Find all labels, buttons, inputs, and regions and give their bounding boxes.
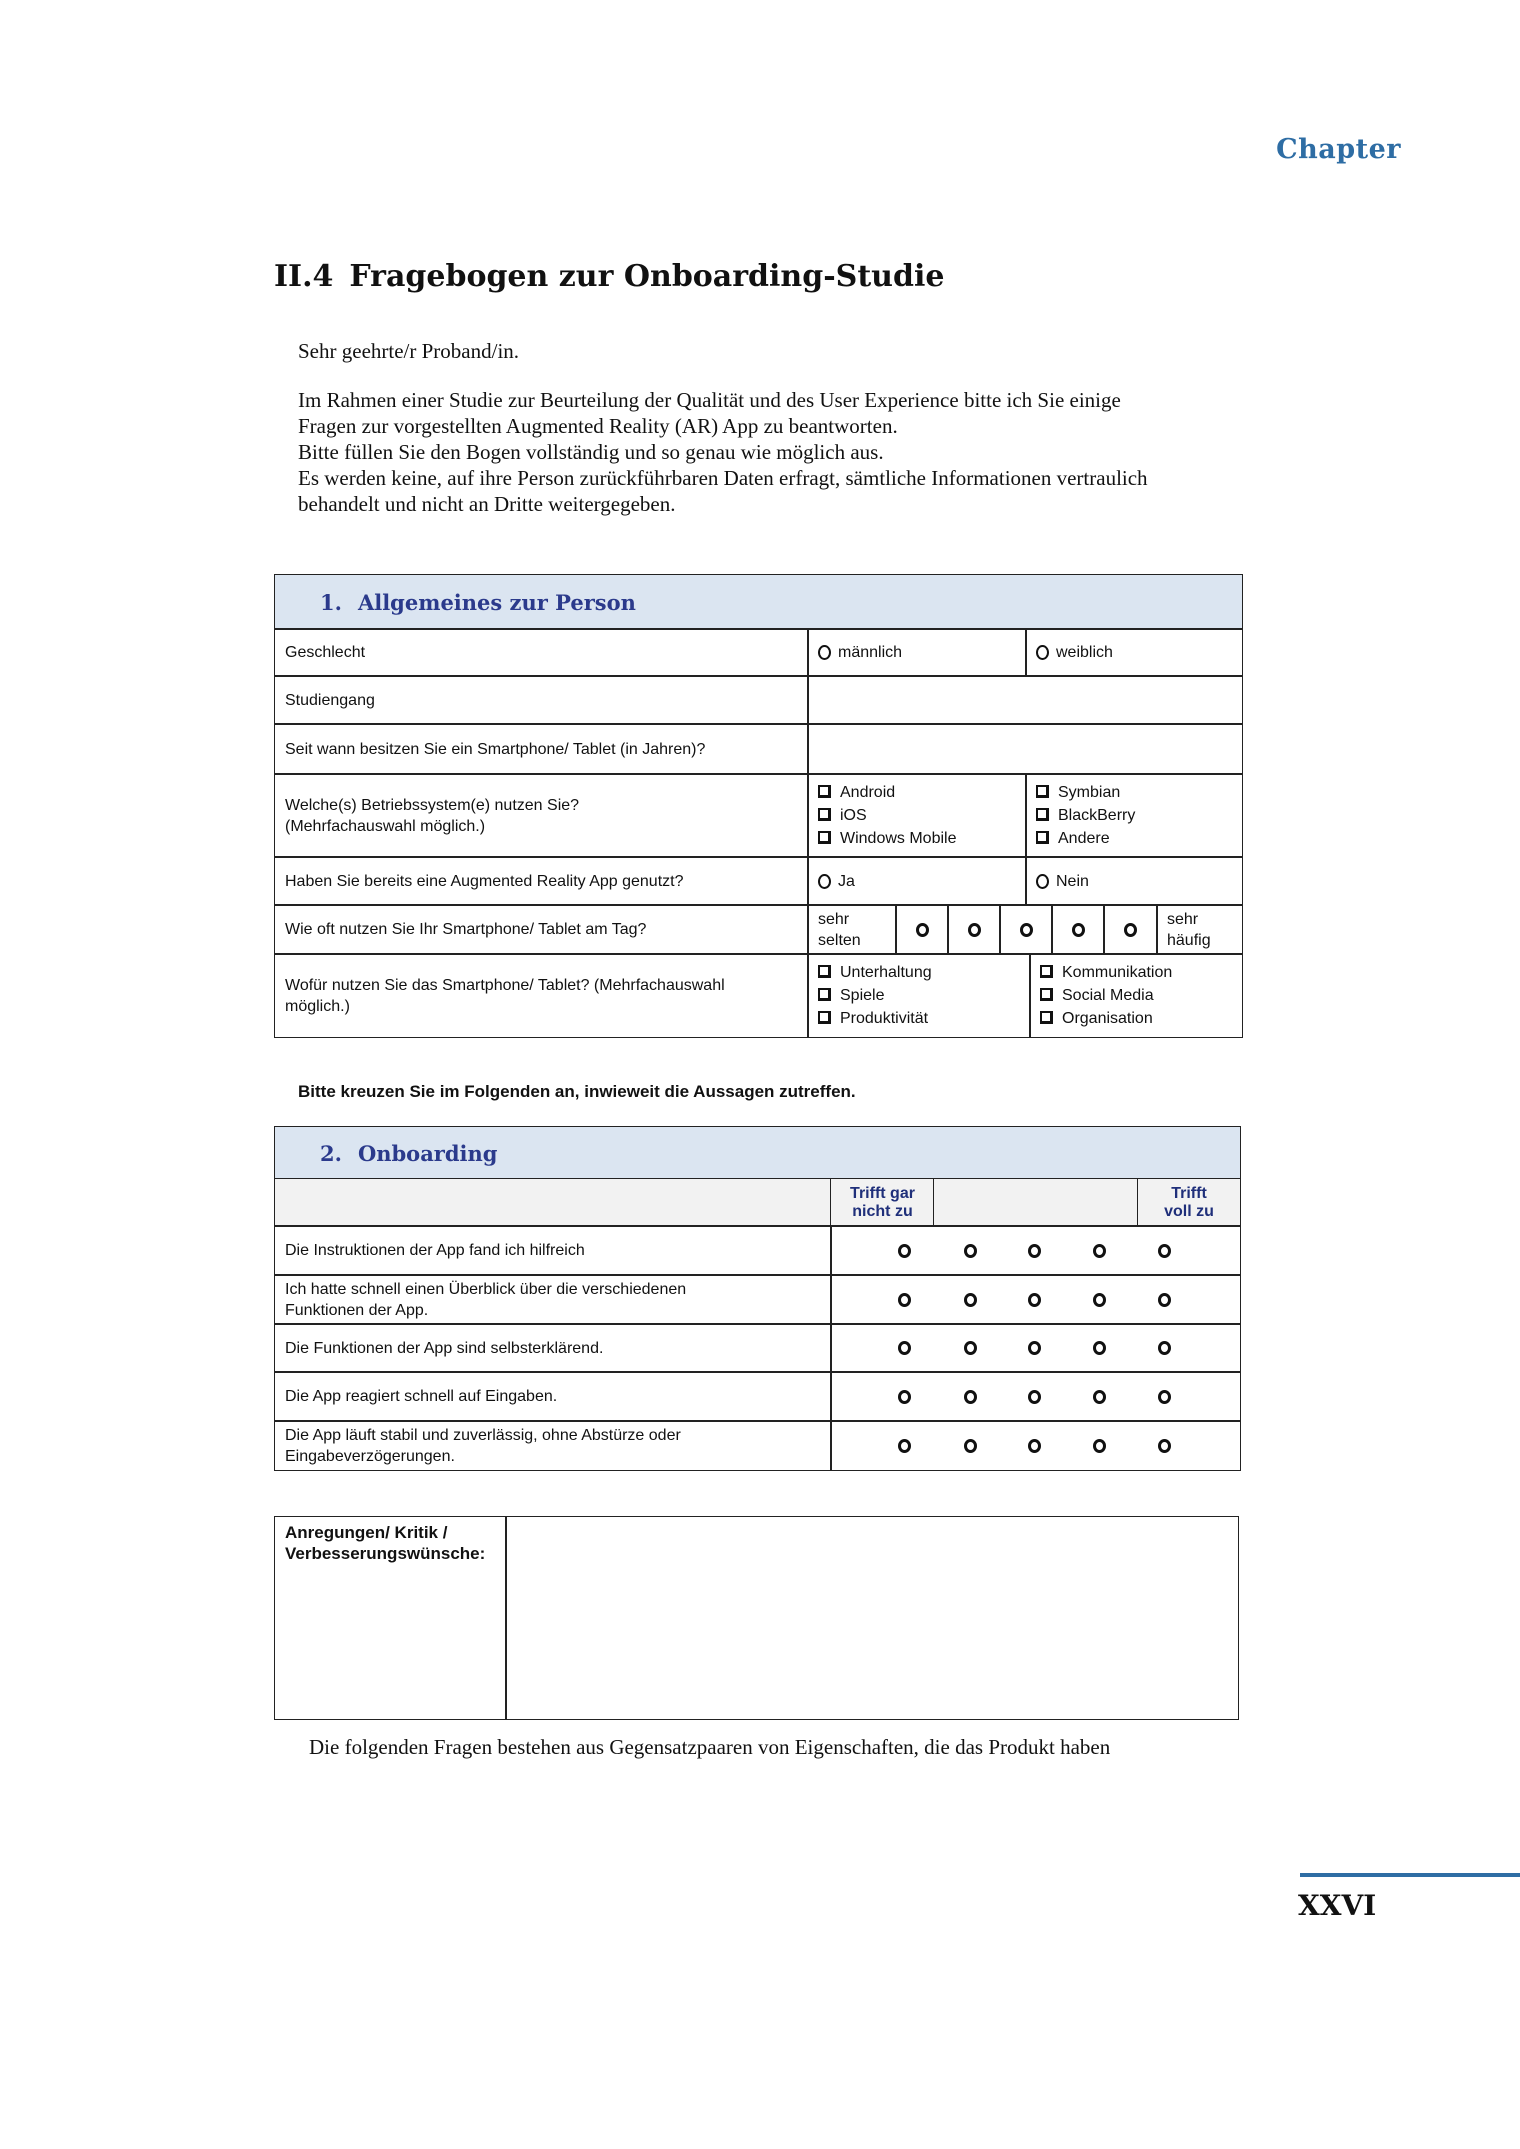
radio-icon[interactable] (1036, 874, 1049, 889)
rating-instruction: Bitte kreuzen Sie im Folgenden an, inwieweit die Aussagen zutreffen. (298, 1082, 856, 1101)
statement-text: Die Instruktionen der App fand ich hilfreich (285, 1242, 585, 1259)
scale-middle-header (933, 1178, 1139, 1227)
chapter-header: Chapter (1276, 134, 1401, 165)
checkbox-icon[interactable] (1036, 808, 1049, 821)
checkbox-icon[interactable] (1040, 1011, 1053, 1024)
ar-label: Haben Sie bereits eine Augmented Reality App genutzt? (274, 856, 809, 906)
option-label: Produktivität (840, 1010, 929, 1027)
section-number: 1. (320, 589, 342, 615)
usage-options-right (1029, 953, 1243, 1038)
rating-radio-1[interactable] (898, 1439, 911, 1453)
radio-icon[interactable] (1072, 923, 1085, 937)
scale-label: sehr häufig (1167, 910, 1211, 949)
rating-radio-5[interactable] (1158, 1341, 1171, 1355)
checkbox-icon[interactable] (818, 785, 831, 798)
rating-radio-4[interactable] (1093, 1390, 1106, 1404)
freq-option-3[interactable] (999, 904, 1053, 955)
checkbox-icon[interactable] (1036, 785, 1049, 798)
radio-icon[interactable] (916, 923, 929, 937)
os-option-symbian[interactable] (1036, 782, 1120, 803)
usage-option-productivity[interactable] (818, 1008, 928, 1029)
section-number: II.4 (274, 259, 334, 294)
scale-label: sehr selten (818, 910, 861, 949)
freq-option-1[interactable] (895, 904, 949, 955)
option-label: BlackBerry (1058, 807, 1136, 824)
usage-option-communication[interactable] (1040, 962, 1172, 983)
rating-radio-1[interactable] (898, 1341, 911, 1355)
rating-radio-2[interactable] (964, 1390, 977, 1404)
option-label: männlich (838, 644, 903, 661)
option-label: Nein (1056, 872, 1089, 890)
rating-radio-2[interactable] (964, 1439, 977, 1453)
option-label: Social Media (1062, 987, 1154, 1004)
statement-label (274, 1274, 832, 1325)
rating-radio-5[interactable] (1158, 1439, 1171, 1453)
since-input[interactable] (807, 723, 1243, 775)
study-label: Studiengang (274, 675, 809, 725)
intro-line: Es werden keine, auf ihre Person zurückführbaren Daten erfragt, sämtliche Informationen vertraulich (298, 466, 1148, 490)
checkbox-icon[interactable] (818, 1011, 831, 1024)
statement-label (274, 1420, 832, 1471)
intro-paragraph (298, 387, 1148, 517)
option-label: Unterhaltung (840, 964, 932, 981)
rating-radio-5[interactable] (1158, 1244, 1171, 1258)
page-number: XXVI (1298, 1889, 1377, 1922)
checkbox-icon[interactable] (818, 831, 831, 844)
rating-radio-4[interactable] (1093, 1244, 1106, 1258)
os-option-android[interactable] (818, 782, 895, 803)
option-label: Andere (1058, 830, 1110, 847)
usage-label-text: Wofür nutzen Sie das Smartphone/ Tablet? (Mehrfachauswahl möglich.) (285, 976, 725, 1015)
intro-line: Bitte füllen Sie den Bogen vollständig und so genau wie möglich aus. (298, 440, 884, 464)
statement-label (274, 1371, 832, 1422)
gender-male-option[interactable] (807, 628, 1027, 677)
option-label: iOS (840, 807, 867, 824)
rating-radio-3[interactable] (1028, 1293, 1041, 1307)
statement-label (274, 1225, 832, 1276)
usage-option-entertainment[interactable] (818, 962, 932, 983)
statement-label (274, 1323, 832, 1373)
feedback-label (274, 1516, 507, 1720)
os-option-ios[interactable] (818, 805, 867, 826)
os-option-windows-mobile[interactable] (818, 828, 956, 849)
os-option-other[interactable] (1036, 828, 1110, 849)
option-label: Kommunikation (1062, 964, 1173, 981)
os-label-line: Welche(s) Betriebssystem(e) nutzen Sie? (285, 796, 580, 814)
os-option-blackberry[interactable] (1036, 805, 1135, 826)
option-label: Organisation (1062, 1010, 1153, 1027)
checkbox-icon[interactable] (1036, 831, 1049, 844)
feedback-label-text: Anregungen/ Kritik / Verbesserungswünsche: (285, 1523, 486, 1563)
rating-radio-5[interactable] (1158, 1390, 1171, 1404)
statement-text: Die App reagiert schnell auf Eingaben. (285, 1388, 558, 1405)
usage-option-games[interactable] (818, 985, 884, 1006)
rating-radio-3[interactable] (1028, 1439, 1041, 1453)
section-header-person (274, 574, 1243, 630)
section-title-text: Fragebogen zur Onboarding-Studie (349, 259, 945, 294)
checkbox-icon[interactable] (818, 988, 831, 1001)
section-title: Onboarding (357, 1140, 498, 1166)
usage-label (274, 953, 809, 1038)
section-header-onboarding (274, 1126, 1241, 1180)
checkbox-icon[interactable] (1040, 988, 1053, 1001)
gender-label: Geschlecht (274, 628, 809, 677)
rating-radio-1[interactable] (898, 1293, 911, 1307)
intro-line: Fragen zur vorgestellten Augmented Reality (AR) App zu beantworten. (298, 414, 898, 438)
scale-label: Trifft gar nicht zu (850, 1184, 915, 1220)
option-label: Symbian (1058, 784, 1121, 801)
freq-low-label (807, 904, 897, 955)
radio-icon[interactable] (1020, 923, 1033, 937)
rating-radio-2[interactable] (964, 1293, 977, 1307)
section-title: Allgemeines zur Person (357, 589, 636, 615)
rating-radio-2[interactable] (964, 1341, 977, 1355)
feedback-input[interactable] (505, 1516, 1239, 1720)
scale-high-header (1137, 1178, 1241, 1227)
rating-radio-1[interactable] (898, 1390, 911, 1404)
rating-radio-5[interactable] (1158, 1293, 1171, 1307)
option-label: Spiele (840, 987, 885, 1004)
freq-option-5[interactable] (1103, 904, 1158, 955)
scale-label: Trifft voll zu (1164, 1184, 1214, 1220)
intro-line: behandelt und nicht an Dritte weitergegeben. (298, 492, 676, 516)
checkbox-icon[interactable] (818, 808, 831, 821)
option-label: Windows Mobile (840, 830, 957, 847)
radio-icon[interactable] (818, 874, 831, 889)
option-label: Ja (838, 872, 855, 890)
intro-line: Im Rahmen einer Studie zur Beurteilung der Qualität und des User Experience bitte ich Sie einige (298, 388, 1121, 412)
rating-radio-4[interactable] (1093, 1439, 1106, 1453)
rating-radio-4[interactable] (1093, 1341, 1106, 1355)
usage-option-social-media[interactable] (1040, 985, 1154, 1006)
scale-low-header (830, 1178, 935, 1227)
os-options-right (1025, 773, 1243, 858)
rating-radio-3[interactable] (1028, 1244, 1041, 1258)
radio-icon[interactable] (818, 645, 831, 660)
study-input[interactable] (807, 675, 1243, 725)
radio-icon[interactable] (1124, 923, 1137, 937)
section-title (274, 259, 944, 294)
usage-option-organisation[interactable] (1040, 1008, 1153, 1029)
option-label: Android (840, 784, 896, 801)
os-label-line: (Mehrfachauswahl möglich.) (285, 817, 486, 835)
radio-icon[interactable] (1036, 645, 1049, 660)
checkbox-icon[interactable] (818, 965, 831, 978)
section-number: 2. (320, 1140, 342, 1166)
rating-radio-2[interactable] (964, 1244, 977, 1258)
since-label: Seit wann besitzen Sie ein Smartphone/ Tablet (in Jahren)? (274, 723, 809, 775)
ar-no-option[interactable] (1025, 856, 1243, 906)
ar-yes-option[interactable] (807, 856, 1027, 906)
freq-option-4[interactable] (1051, 904, 1105, 955)
statement-header (274, 1178, 832, 1227)
statement-text: Die App läuft stabil und zuverlässig, ohne Abstürze oder Eingabeverzögerungen. (285, 1426, 681, 1465)
freq-high-label (1156, 904, 1243, 955)
rating-radio-3[interactable] (1028, 1390, 1041, 1404)
gender-female-option[interactable] (1025, 628, 1243, 677)
closing-text: Die folgenden Fragen bestehen aus Gegensatzpaaren von Eigenschaften, die das Produkt haben (309, 1735, 1111, 1759)
freq-option-2[interactable] (947, 904, 1001, 955)
footer-divider (1300, 1873, 1520, 1877)
statement-text: Die Funktionen der App sind selbsterklärend. (285, 1339, 604, 1357)
option-label: weiblich (1056, 644, 1113, 661)
rating-radio-4[interactable] (1093, 1293, 1106, 1307)
rating-radio-1[interactable] (898, 1244, 911, 1258)
greeting: Sehr geehrte/r Proband/in. (298, 339, 520, 363)
checkbox-icon[interactable] (1040, 965, 1053, 978)
radio-icon[interactable] (968, 923, 981, 937)
freq-label: Wie oft nutzen Sie Ihr Smartphone/ Tablet am Tag? (274, 904, 809, 955)
os-label (274, 773, 809, 858)
usage-options-left (807, 953, 1031, 1038)
rating-radio-3[interactable] (1028, 1341, 1041, 1355)
os-options-left (807, 773, 1027, 858)
statement-text: Ich hatte schnell einen Überblick über die verschiedenen Funktionen der App. (285, 1280, 687, 1319)
